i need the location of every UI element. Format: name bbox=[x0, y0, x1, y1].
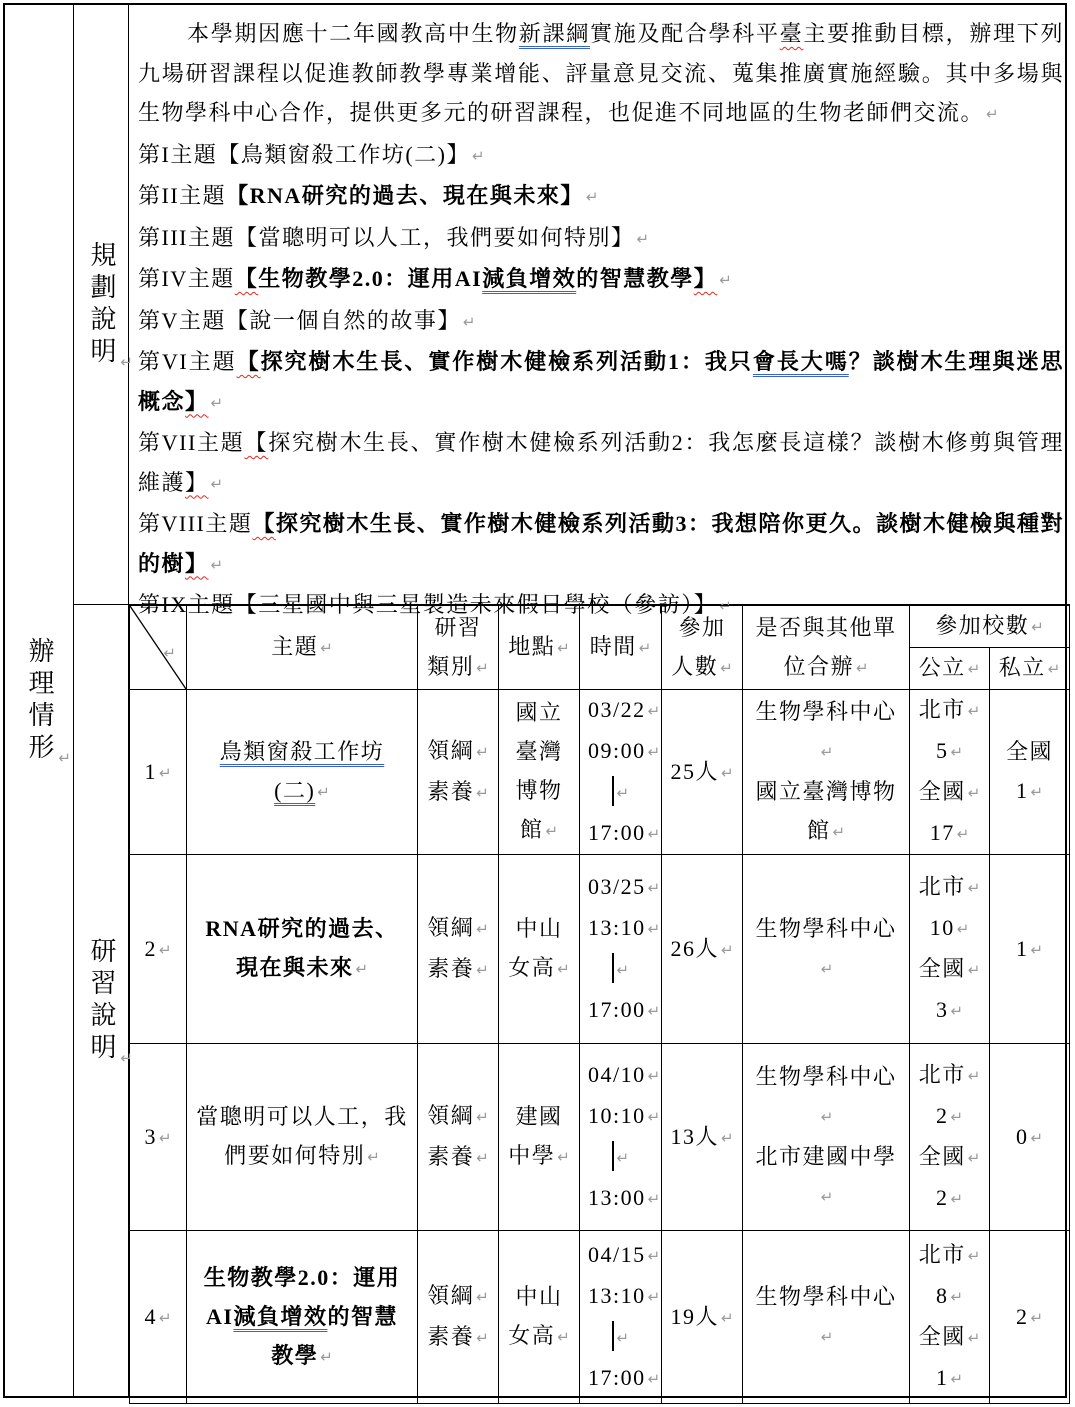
cell-line: 全國 ↵ bbox=[918, 1144, 981, 1169]
cell-time bbox=[580, 855, 662, 1044]
pilcrow-mark: ↵ bbox=[320, 1347, 333, 1366]
text-run: 】 bbox=[185, 388, 209, 414]
pilcrow-mark: ↵ bbox=[647, 825, 661, 843]
header-topic: 主題 ↵ bbox=[187, 606, 418, 690]
cell-line: 03/22 ↵ bbox=[588, 697, 661, 722]
cell-line: 2 ↵ bbox=[935, 1103, 964, 1128]
cell-line: 領綱 ↵ bbox=[427, 1103, 489, 1128]
corner-diagonal-cell bbox=[130, 606, 187, 690]
section-cell-overall bbox=[5, 5, 74, 1396]
planning-section-label: 規劃說明 bbox=[87, 240, 116, 369]
cell-location: 中山女高 ↵ bbox=[499, 1231, 580, 1404]
header-location: 地點 ↵ bbox=[499, 606, 580, 690]
text-run: 第I主題【鳥類窗殺工作坊(二)】 bbox=[138, 141, 470, 167]
cell-private: 全國1 ↵ bbox=[990, 690, 1070, 855]
pilcrow-mark: ↵ bbox=[956, 825, 970, 843]
cell-line: 生物學科中心↵ bbox=[755, 1284, 897, 1346]
text-run: 【 bbox=[244, 430, 269, 455]
cell-line: 生物學科中心↵ bbox=[755, 916, 897, 978]
pilcrow-mark: ↵ bbox=[647, 879, 661, 897]
pilcrow-mark: ↵ bbox=[647, 702, 661, 720]
pilcrow-mark: ↵ bbox=[950, 1288, 964, 1306]
cell-num: 1 ↵ bbox=[130, 690, 187, 855]
cell-line: 1 ↵ bbox=[935, 1365, 964, 1390]
text-run: 生物教學2.0：運用AI bbox=[258, 266, 483, 291]
text-run: 第VII主題 bbox=[138, 430, 245, 455]
cell-line bbox=[588, 1317, 653, 1358]
text-run: 第III主題【當聰明可以人工，我們要如何特別】 bbox=[138, 224, 635, 250]
pilcrow-mark: ↵ bbox=[476, 1108, 489, 1126]
cell-line: 13:10 ↵ bbox=[588, 915, 661, 940]
text-run: 主要推動目標，辦理下列九場研習課程以促進教師教學專業增能、評量意見交流、蒐集推廣實施經驗。其中多場與生物學科中心合作，提供更多元的研習課程，也促進不同地區的生物老師們交流。 bbox=[138, 21, 1064, 125]
header-co-organizer: 是否與其他單位合辦 ↵ bbox=[743, 606, 910, 690]
cell-line: 北市建國中學↵ bbox=[755, 1144, 897, 1206]
cell-participants: 19人 ↵ bbox=[662, 1231, 743, 1404]
cell-participants: 25人 ↵ bbox=[662, 690, 743, 855]
pilcrow-mark: ↵ bbox=[647, 1067, 661, 1085]
pilcrow-mark: ↵ bbox=[719, 271, 732, 289]
doc-link[interactable]: 減負增效 bbox=[482, 266, 577, 291]
pilcrow-mark: ↵ bbox=[367, 1148, 380, 1166]
pilcrow-mark: ↵ bbox=[820, 1108, 834, 1126]
pilcrow-mark: ↵ bbox=[471, 146, 485, 165]
cell-co bbox=[743, 1231, 910, 1404]
cell-category bbox=[418, 1231, 499, 1404]
pilcrow-mark: ↵ bbox=[616, 1329, 630, 1347]
text-run: 本學期因應十二年國教高中生物 bbox=[187, 21, 519, 46]
cell-co bbox=[743, 855, 910, 1044]
pilcrow-mark: ↵ bbox=[720, 940, 734, 959]
pilcrow-mark: ↵ bbox=[476, 658, 489, 677]
cell-line: 04/10 ↵ bbox=[588, 1062, 661, 1087]
pilcrow-mark: ↵ bbox=[967, 1329, 981, 1347]
cell-line: 領綱 ↵ bbox=[427, 738, 489, 763]
cell-line: 8 ↵ bbox=[935, 1283, 964, 1308]
pilcrow-mark: ↵ bbox=[355, 960, 369, 978]
planning-paragraph bbox=[138, 218, 1064, 260]
cell-topic bbox=[187, 1044, 418, 1231]
planning-paragraph bbox=[138, 135, 1064, 177]
cell-line: 北市 ↵ bbox=[918, 697, 981, 722]
cell-line: 2 ↵ bbox=[935, 1185, 964, 1210]
cell-location: 中山女高 ↵ bbox=[499, 855, 580, 1044]
cell-line: 13:10 ↵ bbox=[588, 1283, 661, 1308]
text-run: 】 bbox=[185, 550, 209, 576]
cell-line: 領綱 ↵ bbox=[427, 1283, 489, 1308]
cell-line: 素養 ↵ bbox=[427, 1324, 489, 1349]
pilcrow-mark: ↵ bbox=[58, 748, 71, 767]
cell-line: 04/15 ↵ bbox=[588, 1242, 661, 1267]
pilcrow-mark: ↵ bbox=[616, 1149, 630, 1167]
pilcrow-mark: ↵ bbox=[950, 1002, 964, 1020]
pilcrow-mark: ↵ bbox=[1030, 1128, 1044, 1147]
cell-topic bbox=[187, 855, 418, 1044]
cell-topic bbox=[187, 690, 418, 855]
pilcrow-mark: ↵ bbox=[967, 784, 981, 802]
pilcrow-mark: ↵ bbox=[986, 105, 999, 123]
cell-location: 國立臺灣博物館 ↵ bbox=[499, 690, 580, 855]
text-run: RNA研究的過去、現在與未來 bbox=[205, 916, 399, 980]
pilcrow-mark: ↵ bbox=[967, 879, 981, 897]
text-run: 第IX主題【三星國中與三星製造未來假日學校（參訪）】 bbox=[138, 592, 718, 617]
cell-line: 全國 ↵ bbox=[918, 1324, 981, 1349]
cell-co bbox=[743, 1044, 910, 1231]
main-content-column bbox=[129, 5, 1070, 1396]
table-header-row-1 bbox=[130, 606, 1070, 648]
text-run: 探究樹木生長、實作樹木健檢系列活動2：我怎麼長這樣？談樹木修剪與管理維護 bbox=[138, 430, 1064, 495]
pilcrow-mark: ↵ bbox=[855, 658, 869, 677]
pilcrow-mark: ↵ bbox=[820, 743, 834, 761]
text-run: 】 bbox=[185, 469, 209, 495]
header-private: 私立 ↵ bbox=[990, 648, 1070, 690]
cell-location: 建國中學 ↵ bbox=[499, 1044, 580, 1231]
pilcrow-mark: ↵ bbox=[820, 960, 834, 978]
overall-section-label: 辦理情形 bbox=[25, 636, 54, 765]
text-run: 的智慧教學 bbox=[271, 1303, 398, 1368]
text-run: 第VIII主題 bbox=[138, 511, 253, 536]
cell-private: 2 ↵ bbox=[990, 1231, 1070, 1404]
pilcrow-mark: ↵ bbox=[585, 188, 599, 206]
pilcrow-mark: ↵ bbox=[210, 555, 224, 574]
pilcrow-mark: ↵ bbox=[476, 743, 489, 761]
pilcrow-mark: ↵ bbox=[647, 920, 661, 938]
text-run: 第IV主題 bbox=[138, 266, 235, 291]
pilcrow-mark: ↵ bbox=[720, 763, 734, 782]
pilcrow-mark: ↵ bbox=[647, 1247, 661, 1265]
cell-line: 素養 ↵ bbox=[427, 956, 489, 981]
pilcrow-mark: ↵ bbox=[1047, 660, 1061, 678]
doc-link[interactable]: 鳥類窗殺工作坊(二) bbox=[219, 739, 385, 803]
pilcrow-mark: ↵ bbox=[647, 1002, 661, 1020]
cell-category bbox=[418, 1044, 499, 1231]
cell-line: 國立臺灣博物館 ↵ bbox=[755, 779, 897, 843]
pilcrow-mark: ↵ bbox=[967, 961, 981, 979]
pilcrow-mark: ↵ bbox=[557, 960, 570, 978]
pilcrow-mark: ↵ bbox=[476, 920, 489, 938]
table-row bbox=[130, 690, 1070, 855]
cell-num: 4 ↵ bbox=[130, 1231, 187, 1404]
pilcrow-mark: ↵ bbox=[163, 644, 176, 663]
pilcrow-mark: ↵ bbox=[557, 1328, 570, 1346]
header-schools: 參加校數 ↵ bbox=[910, 606, 1070, 648]
header-public: 公立 ↵ bbox=[910, 648, 990, 690]
cell-co bbox=[743, 690, 910, 855]
doc-link[interactable]: 減負增效 bbox=[233, 1303, 328, 1329]
pilcrow-mark: ↵ bbox=[158, 1128, 172, 1147]
cell-public bbox=[910, 690, 990, 855]
pilcrow-mark: ↵ bbox=[462, 312, 476, 331]
pilcrow-mark: ↵ bbox=[1030, 940, 1044, 959]
cell-public bbox=[910, 1044, 990, 1231]
pilcrow-mark: ↵ bbox=[820, 1188, 834, 1206]
text-run: 當聰明可以人工，我們要如何特別 bbox=[196, 1104, 408, 1168]
pilcrow-mark: ↵ bbox=[1030, 1308, 1044, 1327]
pilcrow-mark: ↵ bbox=[545, 822, 559, 840]
time-range-bar bbox=[612, 776, 615, 806]
pilcrow-mark: ↵ bbox=[832, 823, 846, 841]
cell-public bbox=[910, 1231, 990, 1404]
cell-line: 3 ↵ bbox=[935, 997, 964, 1022]
section-cell-planning bbox=[74, 5, 133, 605]
text-run: 第VI主題 bbox=[138, 349, 237, 374]
doc-link[interactable]: 新課綱 bbox=[518, 21, 591, 46]
pilcrow-mark: ↵ bbox=[950, 1190, 964, 1208]
pilcrow-mark: ↵ bbox=[120, 352, 133, 371]
diagonal-line bbox=[130, 606, 186, 689]
cell-line: 素養 ↵ bbox=[427, 1144, 489, 1169]
header-category: 研習類別 ↵ bbox=[418, 606, 499, 690]
pilcrow-mark: ↵ bbox=[638, 639, 652, 657]
document-outer-table bbox=[3, 3, 1067, 1398]
pilcrow-mark: ↵ bbox=[476, 1329, 489, 1347]
planning-paragraph bbox=[138, 423, 1064, 504]
cell-line: 北市 ↵ bbox=[918, 874, 981, 899]
cell-line: 17 ↵ bbox=[929, 820, 970, 845]
table-row bbox=[130, 855, 1070, 1044]
cell-line: 領綱 ↵ bbox=[427, 915, 489, 940]
cell-line: 生物學科中心↵ bbox=[755, 699, 897, 761]
pilcrow-mark: ↵ bbox=[616, 784, 630, 802]
workshop-table bbox=[129, 605, 1070, 1404]
time-range-bar bbox=[612, 1321, 615, 1351]
cell-line bbox=[588, 772, 653, 813]
time-range-bar bbox=[612, 1141, 615, 1171]
text-run: 臺 bbox=[779, 21, 804, 46]
cell-private: 0 ↵ bbox=[990, 1044, 1070, 1231]
pilcrow-mark: ↵ bbox=[317, 783, 330, 801]
text-run: 【RNA研究的過去、現在與未來】 bbox=[226, 183, 584, 208]
planning-paragraph bbox=[138, 176, 1064, 218]
text-run: 【 bbox=[234, 266, 259, 291]
cell-line: 17:00 ↵ bbox=[588, 820, 661, 845]
pilcrow-mark: ↵ bbox=[158, 763, 172, 782]
cell-public bbox=[910, 855, 990, 1044]
cell-line: 10:10 ↵ bbox=[588, 1103, 661, 1128]
header-time: 時間 ↵ bbox=[580, 606, 662, 690]
pilcrow-mark: ↵ bbox=[967, 702, 981, 720]
pilcrow-mark: ↵ bbox=[720, 658, 733, 677]
pilcrow-mark: ↵ bbox=[950, 1370, 964, 1388]
pilcrow-mark: ↵ bbox=[476, 784, 489, 802]
time-range-bar bbox=[612, 953, 615, 983]
cell-participants: 13人 ↵ bbox=[662, 1044, 743, 1231]
pilcrow-mark: ↵ bbox=[720, 1128, 734, 1147]
pilcrow-mark: ↵ bbox=[636, 229, 650, 248]
text-run: 【 bbox=[252, 511, 276, 536]
cell-time bbox=[580, 690, 662, 855]
pilcrow-mark: ↵ bbox=[967, 1067, 981, 1085]
pilcrow-mark: ↵ bbox=[647, 1288, 661, 1306]
text-run: 【 bbox=[236, 349, 261, 374]
planning-paragraph bbox=[138, 14, 1064, 135]
cell-time bbox=[580, 1044, 662, 1231]
planning-paragraph bbox=[138, 342, 1064, 423]
section-column-sub bbox=[74, 5, 133, 1396]
text-run: 探究樹木生長、實作樹木健檢系列活動3：我想陪你更久。談樹木健檢與種對的樹 bbox=[138, 511, 1064, 576]
pilcrow-mark: ↵ bbox=[320, 639, 333, 657]
pilcrow-mark: ↵ bbox=[647, 1190, 661, 1208]
cell-private: 1 ↵ bbox=[990, 855, 1070, 1044]
text-run: 】 bbox=[693, 266, 718, 291]
text-run: 第II主題 bbox=[138, 183, 227, 208]
workshop-table-wrap bbox=[129, 605, 1070, 1404]
pilcrow-mark: ↵ bbox=[647, 1108, 661, 1126]
cell-line: 09:00 ↵ bbox=[588, 738, 661, 763]
cell-line: 13:00 ↵ bbox=[588, 1185, 661, 1210]
planning-paragraph bbox=[138, 259, 1064, 301]
pilcrow-mark: ↵ bbox=[616, 961, 630, 979]
cell-line: 素養 ↵ bbox=[427, 779, 489, 804]
pilcrow-mark: ↵ bbox=[476, 1149, 489, 1167]
table-row bbox=[130, 1044, 1070, 1231]
pilcrow-mark: ↵ bbox=[720, 1308, 734, 1327]
pilcrow-mark: ↵ bbox=[210, 474, 224, 493]
text-run: 探究樹木生長、實作樹木健檢系列活動1：我只 bbox=[260, 349, 753, 374]
pilcrow-mark: ↵ bbox=[1031, 618, 1044, 636]
doc-link[interactable]: 會長大嗎 bbox=[752, 349, 849, 374]
cell-line: 17:00 ↵ bbox=[588, 997, 661, 1022]
pilcrow-mark: ↵ bbox=[1030, 783, 1044, 801]
pilcrow-mark: ↵ bbox=[557, 639, 570, 657]
text-run: 生物教學2.0：運用AI bbox=[203, 1264, 401, 1329]
planning-paragraph bbox=[138, 504, 1064, 585]
pilcrow-mark: ↵ bbox=[158, 1308, 172, 1327]
pilcrow-mark: ↵ bbox=[647, 743, 661, 761]
pilcrow-mark: ↵ bbox=[210, 393, 224, 412]
cell-num: 3 ↵ bbox=[130, 1044, 187, 1231]
cell-num: 2 ↵ bbox=[130, 855, 187, 1044]
text-run: 的智慧教學 bbox=[576, 266, 694, 291]
pilcrow-mark: ↵ bbox=[476, 961, 489, 979]
pilcrow-mark: ↵ bbox=[647, 1370, 661, 1388]
workshop-section-label: 研習說明 bbox=[87, 936, 116, 1065]
pilcrow-mark: ↵ bbox=[967, 1149, 981, 1167]
cell-line: 5 ↵ bbox=[935, 738, 964, 763]
pilcrow-mark: ↵ bbox=[950, 1108, 964, 1126]
pilcrow-mark: ↵ bbox=[719, 597, 732, 615]
pilcrow-mark: ↵ bbox=[557, 1148, 570, 1166]
text-run: 實施及配合學科平 bbox=[590, 21, 780, 46]
cell-topic bbox=[187, 1231, 418, 1404]
cell-line: 17:00 ↵ bbox=[588, 1365, 661, 1390]
pilcrow-mark: ↵ bbox=[120, 1048, 133, 1067]
cell-line: 10 ↵ bbox=[929, 915, 970, 940]
cell-line: 北市 ↵ bbox=[918, 1242, 981, 1267]
section-cell-workshop bbox=[74, 605, 133, 1396]
cell-time bbox=[580, 1231, 662, 1404]
pilcrow-mark: ↵ bbox=[956, 920, 970, 938]
cell-line: 北市 ↵ bbox=[918, 1062, 981, 1087]
cell-category bbox=[418, 855, 499, 1044]
text-run: 第V主題【說一個自然的故事】 bbox=[138, 307, 461, 333]
text-run: ？談樹木生理與迷思概念 bbox=[138, 349, 1064, 414]
pilcrow-mark: ↵ bbox=[820, 1328, 834, 1346]
cell-line bbox=[588, 1137, 653, 1178]
cell-line: 全國 ↵ bbox=[918, 779, 981, 804]
pilcrow-mark: ↵ bbox=[158, 940, 172, 959]
cell-line: 生物學科中心↵ bbox=[755, 1064, 897, 1126]
pilcrow-mark: ↵ bbox=[476, 1288, 489, 1306]
cell-participants: 26人 ↵ bbox=[662, 855, 743, 1044]
header-participants: 參加人數 ↵ bbox=[662, 606, 743, 690]
cell-line bbox=[588, 949, 653, 990]
planning-text-block bbox=[129, 5, 1070, 617]
table-row bbox=[130, 1231, 1070, 1404]
pilcrow-mark: ↵ bbox=[967, 1247, 981, 1265]
pilcrow-mark: ↵ bbox=[950, 743, 964, 761]
cell-line: 全國 ↵ bbox=[918, 956, 981, 981]
planning-paragraph bbox=[138, 301, 1064, 343]
cell-category bbox=[418, 690, 499, 855]
pilcrow-mark: ↵ bbox=[967, 660, 981, 678]
cell-line: 03/25 ↵ bbox=[588, 874, 661, 899]
